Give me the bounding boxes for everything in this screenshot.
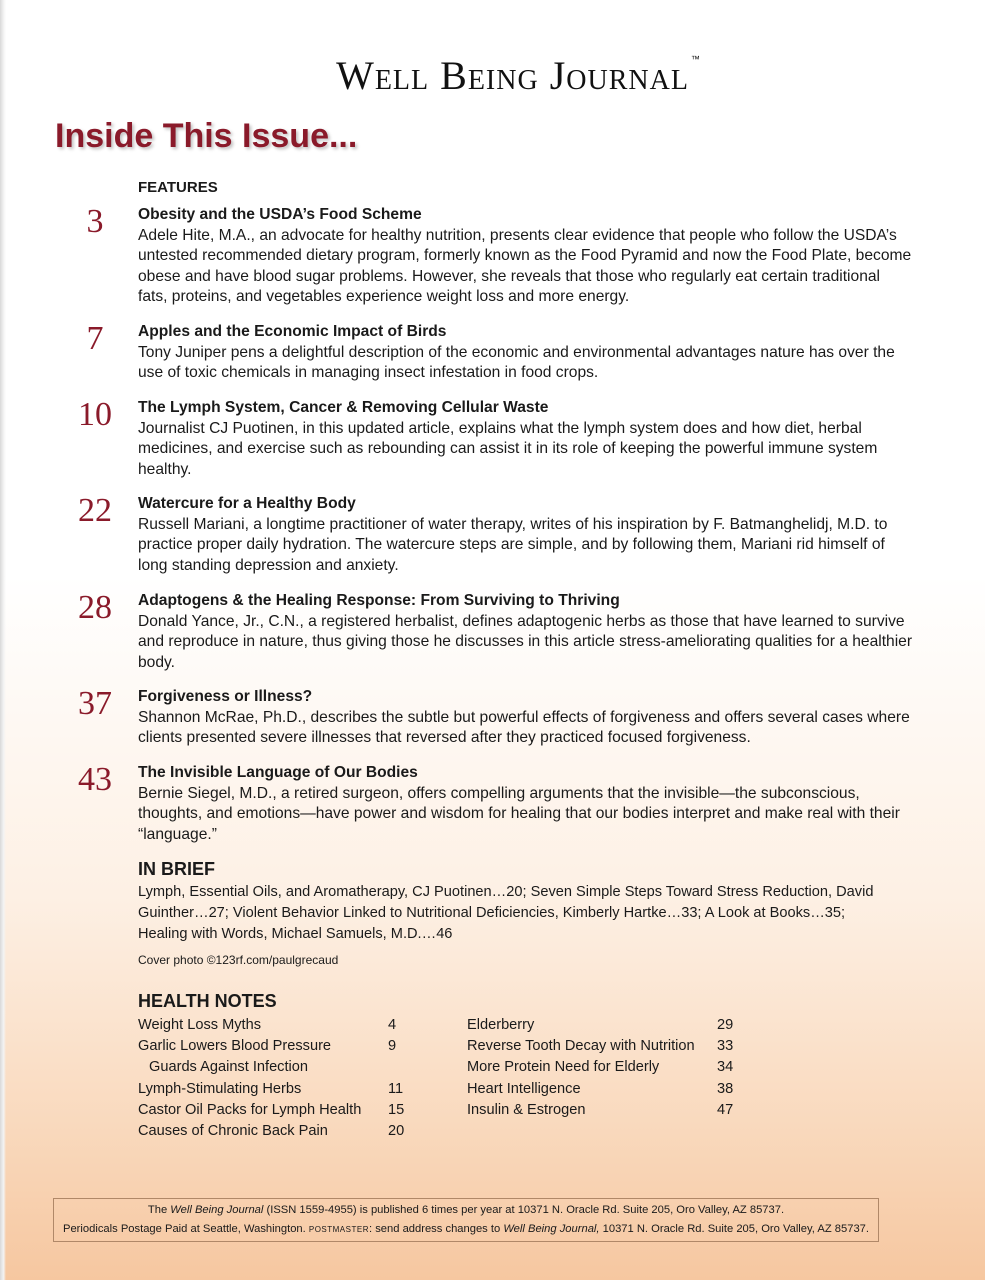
health-note-row[interactable]	[138, 1079, 418, 1100]
health-note-row[interactable]	[138, 1057, 418, 1078]
feature-body	[138, 322, 913, 384]
health-note-title: Elderberry	[467, 1017, 535, 1033]
health-notes-right-column	[467, 1015, 747, 1121]
health-note-page: 33	[717, 1038, 734, 1055]
journal-title: Well Being Journal	[336, 53, 689, 98]
journal-logo	[336, 52, 701, 99]
health-note-title: More Protein Need for Elderly	[467, 1059, 660, 1076]
feature-title[interactable]: Watercure for a Healthy Body	[138, 495, 356, 512]
feature-description: Bernie Siegel, M.D., a retired surgeon, offers compelling arguments that the invisible—the subconscious, thoughts, and emotions—have power and wisdom for healing that our bodies interpret and make real with their “language.”	[138, 784, 900, 843]
feature-description: Donald Yance, Jr., C.N., a registered herbalist, defines adaptogenic herbs as those that have learned to survive and reproduce in nature, thus giving those he discusses in this article stress-ameliorating qualities for a healthier body.	[138, 612, 913, 671]
health-notes-heading: HEALTH NOTES	[138, 991, 277, 1011]
health-note-row[interactable]	[467, 1015, 747, 1036]
feature-body	[138, 687, 913, 749]
in-brief-heading: IN BRIEF	[138, 859, 216, 879]
health-note-row[interactable]	[467, 1100, 747, 1121]
cover-photo-credit: Cover photo ©123rf.com/paulgrecaud	[138, 953, 339, 967]
feature-title[interactable]: The Lymph System, Cancer & Removing Cellular Waste	[138, 399, 549, 416]
health-note-row[interactable]	[138, 1121, 418, 1142]
feature-body	[138, 494, 913, 576]
feature-page-number: 28	[78, 589, 112, 626]
footer-text: The	[147, 1204, 171, 1216]
health-note-page: 47	[717, 1101, 734, 1118]
health-note-row[interactable]	[467, 1057, 747, 1078]
issue-title: Inside This Issue...	[55, 117, 358, 155]
health-note-page: 11	[388, 1080, 404, 1097]
health-note-page: 9	[388, 1038, 397, 1055]
footer-text: 10371 N. Oracle Rd. Suite 205, Oro Valley, AZ 85737.	[599, 1223, 869, 1235]
feature-title[interactable]: The Invisible Language of Our Bodies	[138, 764, 418, 781]
health-note-title: Guards Against Infection	[149, 1059, 309, 1076]
health-note-page: 29	[717, 1017, 734, 1033]
publication-info-line-1	[54, 1201, 878, 1220]
feature-page-number: 37	[78, 685, 112, 722]
trademark-symbol: ™	[690, 54, 701, 64]
feature-page-number: 43	[78, 761, 112, 798]
feature-description: Russell Mariani, a longtime practitioner of water therapy, writes of his inspiration by F. Batmanghelidj, M.D. to practice proper daily hydration. The watercure steps are simple, and by following them, Mariani rid himself of long standing depression and anxiety.	[138, 515, 888, 574]
publication-info-line-2	[54, 1220, 878, 1239]
feature-body	[138, 591, 913, 673]
feature-body	[138, 205, 913, 308]
feature-page-number: 7	[86, 320, 104, 357]
health-note-row[interactable]	[467, 1079, 747, 1100]
health-note-title: Lymph-Stimulating Herbs	[138, 1080, 302, 1097]
footer-text: (ISSN 1559-4955) is published 6 times per year at 10371 N. Oracle Rd. Suite 205, Oro Valley, AZ 85737.	[263, 1204, 785, 1216]
health-note-title: Reverse Tooth Decay with Nutrition	[467, 1038, 695, 1055]
health-note-title: Heart Intelligence	[467, 1080, 581, 1097]
health-note-title: Insulin & Estrogen	[467, 1101, 586, 1118]
health-note-row[interactable]	[467, 1036, 747, 1057]
footer-journal-name: Well Being Journal,	[503, 1223, 600, 1235]
health-note-page: 20	[388, 1122, 405, 1139]
in-brief-text: Lymph, Essential Oils, and Aromatherapy, CJ Puotinen…20; Seven Simple Steps Toward Stress Reduction, David Guinther…27; Violent Behavior Linked to Nutritional Deficiencies, Kimberly Hartke…33; A Look at Books…35; Healing with Words, Michael Samuels, M.D.…46	[138, 884, 874, 942]
footer-journal-name: Well Being Journal	[170, 1204, 264, 1216]
feature-title[interactable]: Forgiveness or Illness?	[138, 688, 313, 705]
health-note-title: Castor Oil Packs for Lymph Health	[138, 1101, 362, 1118]
feature-description: Adele Hite, M.A., an advocate for healthy nutrition, presents clear evidence that people who follow the USDA’s untested recommended dietary program, formerly known as the Food Pyramid and now the Food Plate, become obese and have blood sugar problems. However, she reveals that those who regularly eat certain traditional fats, proteins, and vegetables experience weight loss and more energy.	[138, 226, 912, 306]
publication-info-box	[53, 1198, 879, 1242]
feature-body	[138, 398, 913, 480]
health-note-title: Garlic Lowers Blood Pressure	[138, 1038, 332, 1055]
health-note-page: 15	[388, 1101, 405, 1118]
footer-postmaster-label: POSTMASTER	[308, 1225, 369, 1234]
health-notes-left-column	[138, 1015, 418, 1142]
feature-body	[138, 763, 913, 845]
footer-text: : send address changes to	[368, 1223, 504, 1235]
feature-page-number: 22	[78, 492, 112, 529]
page-edge-shadow	[0, 0, 6, 1280]
health-note-row[interactable]	[138, 1015, 418, 1036]
health-note-page: 38	[717, 1080, 734, 1097]
feature-page-number: 10	[78, 396, 112, 433]
feature-title[interactable]: Obesity and the USDA’s Food Scheme	[138, 206, 422, 223]
feature-description: Journalist CJ Puotinen, in this updated article, explains what the lymph system does and how diet, herbal medicines, and exercise such as rebounding can assist it in its role of keeping the powerful immune system healthy.	[138, 419, 878, 478]
feature-page-number: 3	[86, 203, 104, 240]
health-note-row[interactable]	[138, 1100, 418, 1121]
health-note-row[interactable]	[138, 1036, 418, 1057]
feature-description: Shannon McRae, Ph.D., describes the subtle but powerful effects of forgiveness and offers several cases where clients presented severe illnesses that reversed after they practiced focused forgiveness.	[138, 708, 910, 747]
masthead	[0, 52, 985, 99]
footer-text: Periodicals Postage Paid at Seattle, Washington.	[63, 1223, 309, 1235]
feature-title[interactable]: Apples and the Economic Impact of Birds	[138, 323, 447, 340]
feature-description: Tony Juniper pens a delightful description of the economic and environmental advantages nature has over the use of toxic chemicals in managing insect infestation in food crops.	[138, 343, 895, 382]
health-note-page: 34	[717, 1059, 734, 1076]
health-note-title: Weight Loss Myths	[138, 1017, 262, 1033]
feature-title[interactable]: Adaptogens & the Healing Response: From Surviving to Thriving	[138, 592, 620, 609]
health-note-page: 4	[388, 1017, 397, 1033]
features-heading: FEATURES	[138, 179, 218, 196]
health-note-title: Causes of Chronic Back Pain	[138, 1122, 328, 1139]
